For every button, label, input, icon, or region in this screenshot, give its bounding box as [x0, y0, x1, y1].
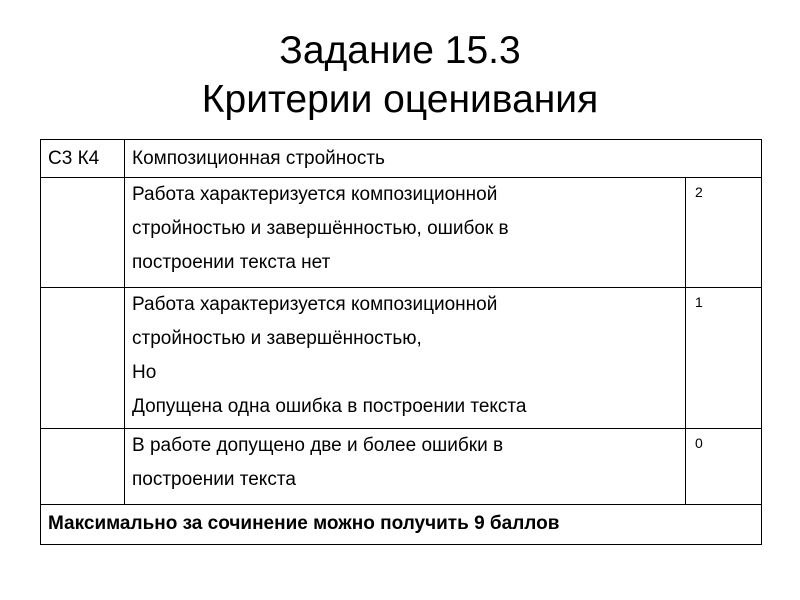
- table-row: [41, 288, 762, 429]
- criterion-description: [125, 429, 686, 505]
- criteria-table: [40, 139, 762, 545]
- description-line: В работе допущено две и более ошибки в: [132, 435, 504, 456]
- title-line-task: Задание 15.3: [279, 29, 521, 72]
- score-cell: 0: [686, 429, 762, 505]
- description-line: Работа характеризуется композиционной: [132, 294, 498, 315]
- table-footer-row: [41, 505, 762, 545]
- slide-title: [0, 26, 800, 124]
- criterion-code: С3 К4: [41, 140, 125, 178]
- description-line: стройностью и завершённостью,: [132, 328, 422, 349]
- criterion-description: [125, 288, 686, 429]
- title-line-criteria: Критерии оценивания: [201, 78, 599, 121]
- score-cell: 1: [686, 288, 762, 429]
- description-line: построении текста: [132, 469, 296, 490]
- description-line: построении текста нет: [132, 252, 331, 273]
- empty-code-cell: [41, 178, 125, 288]
- description-line: Работа характеризуется композиционной: [132, 184, 498, 205]
- description-line: Но: [132, 362, 157, 383]
- empty-code-cell: [41, 288, 125, 429]
- criterion-description: [125, 178, 686, 288]
- empty-code-cell: [41, 429, 125, 505]
- score-cell: 2: [686, 178, 762, 288]
- max-score-note: Максимально за сочинение можно получить 9 баллов: [41, 505, 762, 545]
- description-line: Допущена одна ошибка в построении текста: [132, 396, 527, 417]
- table-header-row: [41, 140, 762, 178]
- table-row: [41, 178, 762, 288]
- description-line: стройностью и завершённостью, ошибок в: [132, 218, 509, 239]
- criterion-name: Композиционная стройность: [125, 140, 762, 178]
- table-row: [41, 429, 762, 505]
